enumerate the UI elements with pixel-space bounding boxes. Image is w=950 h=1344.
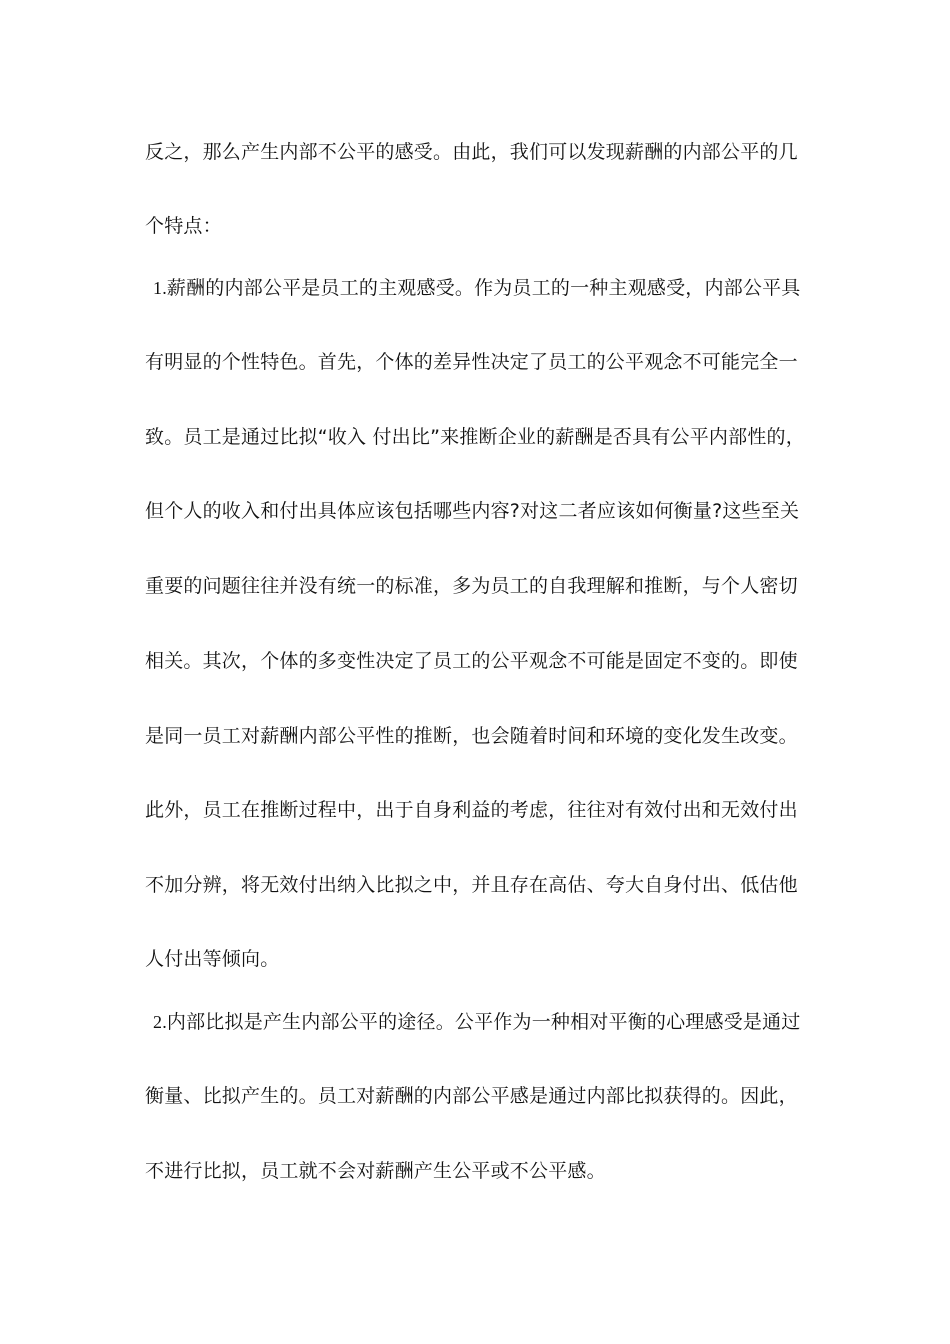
- paragraph-line: 内部比拟是产生内部公平的途径。公平作为一种相对平衡的心理感受是通过: [166, 1011, 801, 1033]
- paragraph-line: 不进行比拟，员工就不会对薪酬产生公平或不公平感。: [145, 1160, 606, 1182]
- paragraph-line: 是同一员工对薪酬内部公平性的推断，也会随着时间和环境的变化发生改变。: [145, 725, 798, 747]
- list-item-2: [153, 1010, 833, 1034]
- paragraph-line: 有明显的个性特色。首先，个体的差异性决定了员工的公平观念不可能完全一: [145, 351, 798, 373]
- paragraph-line: 重要的问题往往并没有统一的标准，多为员工的自我理解和推断，与个人密切: [145, 575, 798, 597]
- list-item-1: [153, 276, 833, 300]
- list-number: 1.: [153, 278, 167, 298]
- paragraph-line: 薪酬的内部公平是员工的主观感受。作为员工的一种主观感受，内部公平具: [166, 277, 801, 299]
- paragraph-line: 致。员工是通过比拟“收入 付出比”来推断企业的薪酬是否具有公平内部性的，: [145, 426, 805, 448]
- paragraph-line: 不加分辨，将无效付出纳入比拟之中，并且存在高估、夸大自身付出、低估他: [145, 874, 798, 896]
- paragraph-line: 人付出等倾向。: [145, 948, 280, 970]
- paragraph-line: 反之，那么产生内部不公平的感受。由此，我们可以发现薪酬的内部公平的几: [145, 141, 798, 163]
- paragraph-line: 衡量、比拟产生的。员工对薪酬的内部公平感是通过内部比拟获得的。因此，: [145, 1085, 798, 1107]
- paragraph-line: 个特点：: [145, 215, 222, 237]
- list-number: 2.: [153, 1012, 167, 1032]
- paragraph-line: 相关。其次，个体的多变性决定了员工的公平观念不可能是固定不变的。即使: [145, 650, 798, 672]
- paragraph-line: 此外，员工在推断过程中，出于自身利益的考虑，往往对有效付出和无效付出: [145, 799, 798, 821]
- paragraph-line: 但个人的收入和付出具体应该包括哪些内容?对这二者应该如何衡量?这些至关: [145, 500, 800, 522]
